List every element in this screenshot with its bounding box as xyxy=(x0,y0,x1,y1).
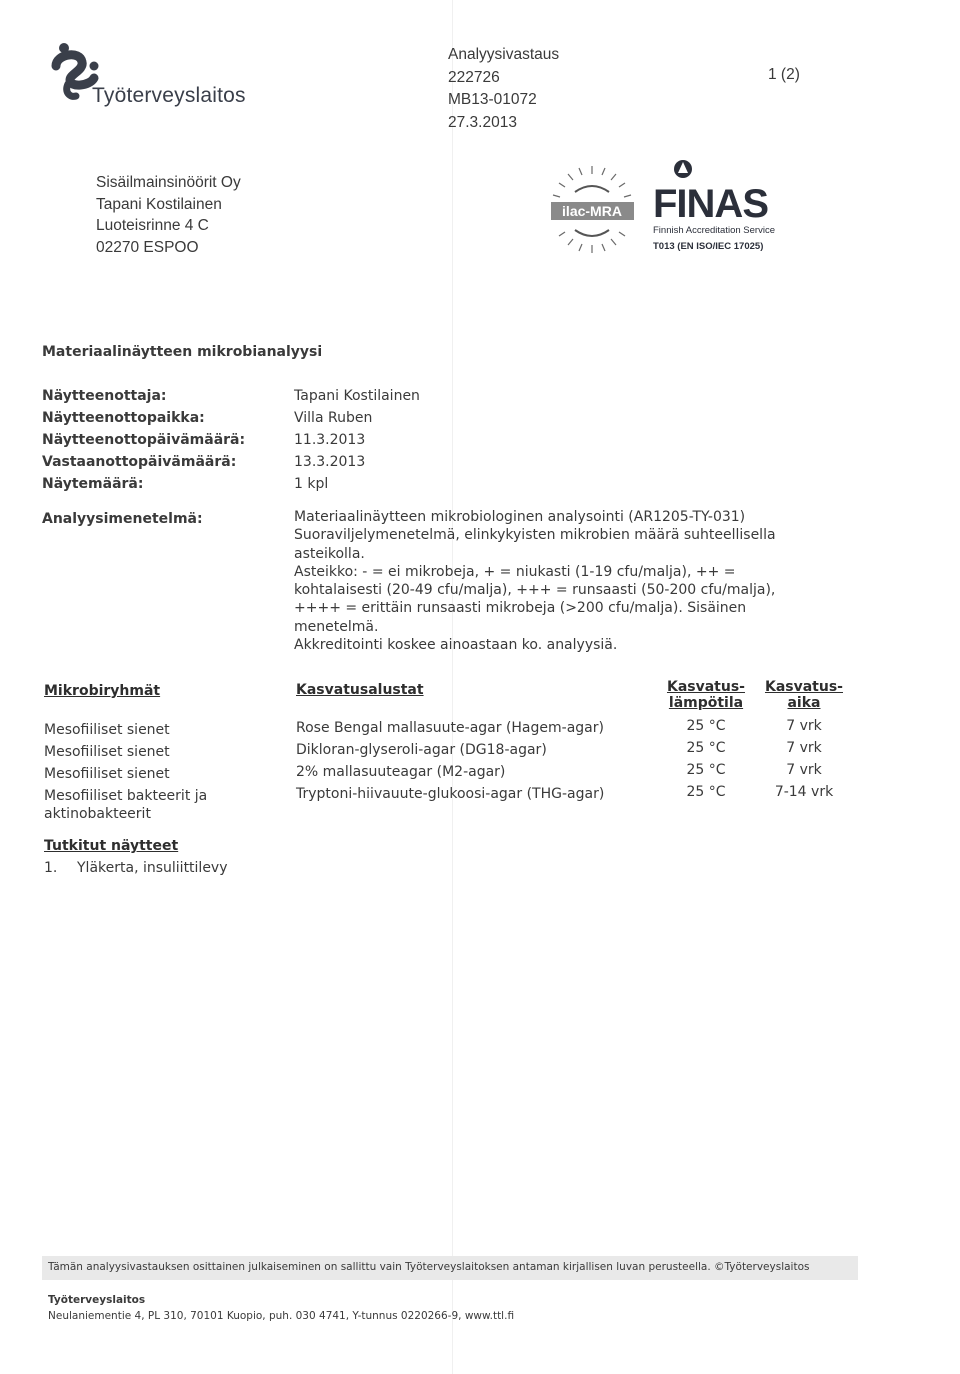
recipient-company: Sisäilmainsinöörit Oy xyxy=(96,174,241,191)
scan-fold-line xyxy=(452,0,453,1374)
recipient-person: Tapani Kostilainen xyxy=(96,195,222,213)
document-date: 27.3.2013 xyxy=(448,113,517,131)
page-number: 1 (2) xyxy=(768,66,800,83)
table-cell-media: 2% mallasuuteagar (M2-agar) xyxy=(296,764,506,780)
table-cell-media: Dikloran-glyseroli-agar (DG18-agar) xyxy=(296,742,547,758)
col-header-microbe-groups: Mikrobiryhmät xyxy=(44,683,161,699)
field-label-sampling-date: Näytteenottopäivämäärä: xyxy=(42,432,246,448)
method-line: asteikolla. xyxy=(294,545,365,562)
method-line: Suoraviljelymenetelmä, elinkykyisten mikrobien määrä suhteellisella xyxy=(294,527,776,544)
footer-note: Tämän analyysivastauksen osittainen julkaiseminen on sallittu vain Työterveyslaitoksen antaman kirjallisen luvan perusteella. ©Työterveyslaitos xyxy=(48,1261,810,1273)
finas-standard: T013 (EN ISO/IEC 17025) xyxy=(653,241,764,252)
ttl-logo-text: Työterveyslaitos xyxy=(92,84,246,107)
document-code: MB13-01072 xyxy=(448,91,537,108)
field-label-received-date: Vastaanottopäivämäärä: xyxy=(42,454,237,470)
field-value-sample-count: 1 kpl xyxy=(294,476,329,492)
page-title: Materiaalinäytteen mikrobianalyysi xyxy=(42,344,323,360)
table-cell-group: Mesofiiliset sienet xyxy=(44,744,170,760)
table-cell-temp: 25 °C xyxy=(686,784,726,800)
method-line: kohtalaisesti (20-49 cfu/malja), +++ = runsaasti (50-200 cfu/malja), xyxy=(294,582,776,599)
footer-address: Neulaniementie 4, PL 310, 70101 Kuopio, puh. 030 4741, Y-tunnus 0220266-9, www.ttl.fi xyxy=(48,1310,515,1322)
svg-text:ilac-MRA: ilac-MRA xyxy=(562,203,622,219)
method-label: Analyysimenetelmä: xyxy=(42,511,203,527)
table-cell-group: Mesofiiliset bakteerit ja xyxy=(44,788,208,804)
accreditation-logos xyxy=(545,158,800,258)
document-header xyxy=(448,44,559,134)
table-cell-time: 7 vrk xyxy=(786,718,822,734)
field-label-sampler: Näytteenottaja: xyxy=(42,388,167,404)
table-cell-time: 7 vrk xyxy=(786,762,822,778)
table-cell-group-cont: aktinobakteerit xyxy=(44,806,151,822)
field-label-location: Näytteenottopaikka: xyxy=(42,410,205,426)
field-value-received-date: 13.3.2013 xyxy=(294,454,366,470)
method-line: menetelmä. xyxy=(294,618,379,635)
table-cell-temp: 25 °C xyxy=(686,740,726,756)
field-value-location: Villa Ruben xyxy=(294,410,373,426)
table-cell-media: Rose Bengal mallasuute-agar (Hagem-agar) xyxy=(296,720,604,736)
col-header-time: Kasvatus- aika xyxy=(764,679,843,711)
method-description xyxy=(294,508,834,654)
table-cell-time: 7-14 vrk xyxy=(774,784,834,800)
col-header-media: Kasvatusalustat xyxy=(296,682,424,698)
footer-organization: Työterveyslaitos xyxy=(48,1294,146,1306)
table-cell-temp: 25 °C xyxy=(686,718,726,734)
document-type: Analyysivastaus xyxy=(448,46,560,63)
samples-heading: Tutkitut näytteet xyxy=(44,838,179,854)
finas-subtitle: Finnish Accreditation Service xyxy=(653,225,775,236)
table-cell-media: Tryptoni-hiivauute-glukoosi-agar (THG-agar) xyxy=(296,786,605,802)
ilac-mra-logo-icon xyxy=(545,162,640,257)
method-line: ++++ = erittäin runsaasti mikrobeja (>200 cfu/malja). Sisäinen xyxy=(294,600,747,617)
recipient-street: Luoteisrinne 4 C xyxy=(96,217,209,234)
table-cell-time: 7 vrk xyxy=(786,740,822,756)
sample-number: 1. xyxy=(44,860,58,876)
finas-emblem-icon xyxy=(673,158,693,180)
field-value-sampler: Tapani Kostilainen xyxy=(294,388,420,404)
sample-description: Yläkerta, insuliittilevy xyxy=(77,860,228,876)
method-line: Asteikko: - = ei mikrobeja, + = niukasti (1-19 cfu/malja), ++ = xyxy=(294,563,736,580)
method-line: Akkreditointi koskee ainoastaan ko. analyysiä. xyxy=(294,637,618,654)
table-cell-group: Mesofiiliset sienet xyxy=(44,722,170,738)
col-header-temperature: Kasvatus- lämpötila xyxy=(666,679,745,711)
recipient-address xyxy=(96,172,241,258)
document-number: 222726 xyxy=(448,68,500,86)
table-cell-temp: 25 °C xyxy=(686,762,726,778)
field-value-sampling-date: 11.3.2013 xyxy=(294,432,366,448)
method-line: Materiaalinäytteen mikrobiologinen analysointi (AR1205-TY-031) xyxy=(294,509,746,525)
recipient-city: 02270 ESPOO xyxy=(96,238,199,256)
finas-logo-text: FINAS xyxy=(653,182,768,226)
field-label-sample-count: Näytemäärä: xyxy=(42,476,144,492)
table-cell-group: Mesofiiliset sienet xyxy=(44,766,170,782)
